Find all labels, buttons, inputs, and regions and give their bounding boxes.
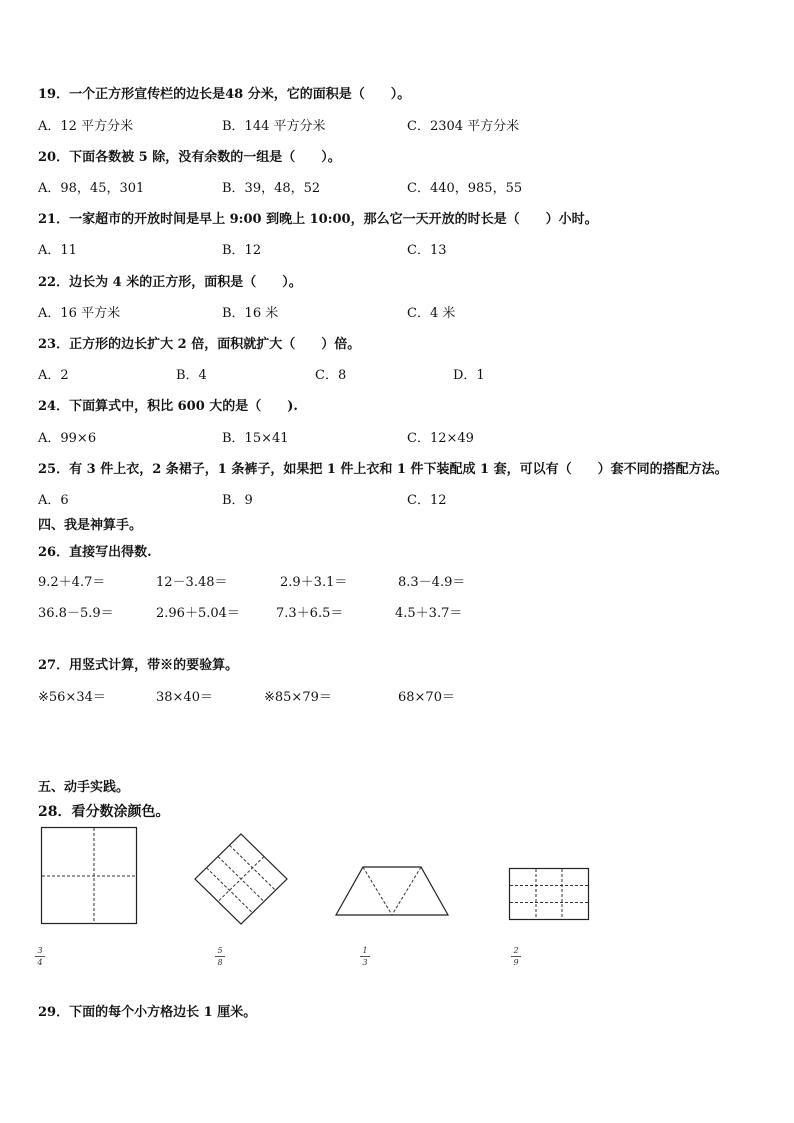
question-22-option-b: B．16 米 (222, 306, 279, 321)
section-5-title: 五、动手实践。 (38, 780, 130, 795)
question-25-stem: 25．有 3 件上衣，2 条裙子，1 条裤子，如果把 1 件上衣和 1 件下装配成 1 套，可以有（ ）套不同的搭配方法。 (38, 462, 728, 477)
question-21-option-a: A．11 (38, 243, 77, 258)
fraction-3-4 (33, 946, 47, 967)
question-26-stem: 26．直接写出得数. (38, 545, 152, 560)
question-19-option-b: B．144 平方分米 (222, 119, 326, 134)
question-25-option-b: B．9 (222, 493, 253, 508)
question-25-option-c: C．12 (407, 493, 447, 508)
fraction-denominator: 9 (513, 958, 519, 967)
fraction-denominator: 4 (37, 958, 43, 967)
calc-26-r1-4: 8.3－4.9＝ (398, 575, 466, 590)
fraction-numerator: 5 (217, 946, 223, 955)
calc-26-r2-2: 2.96＋5.04＝ (156, 606, 240, 621)
question-24-option-b: B．15×41 (222, 431, 289, 446)
trapezoid-thirds-figure (335, 866, 449, 916)
question-25-option-a: A．6 (38, 493, 69, 508)
diamond-eighths-figure (194, 833, 288, 925)
fraction-5-8 (213, 946, 227, 967)
fraction-1-3 (358, 946, 372, 967)
fraction-2-9 (509, 946, 523, 967)
question-20-option-c: C．440，985，55 (407, 181, 523, 196)
question-23-option-c: C．8 (315, 368, 347, 383)
question-19-stem: 19．一个正方形宣传栏的边长是48 分米，它的面积是（ ）。 (38, 87, 411, 102)
calc-26-r1-1: 9.2＋4.7＝ (38, 575, 106, 590)
square-quarters-figure (41, 827, 137, 924)
question-24-option-a: A．99×6 (38, 431, 97, 446)
question-21-option-b: B．12 (222, 243, 262, 258)
calc-26-r2-1: 36.8－5.9＝ (38, 606, 114, 621)
rectangle-ninths-figure (509, 868, 589, 920)
calc-27-1: ※56×34＝ (38, 690, 106, 705)
question-19-option-a: A．12 平方分米 (38, 119, 134, 134)
question-28-stem: 28．看分数涂颜色。 (38, 804, 170, 820)
calc-26-r2-3: 7.3＋6.5＝ (276, 606, 344, 621)
question-22-option-c: C．4 米 (407, 306, 456, 321)
fraction-denominator: 3 (362, 958, 368, 967)
calc-27-3: ※85×79＝ (264, 690, 332, 705)
question-29-stem: 29．下面的每个小方格边长 1 厘米。 (38, 1005, 257, 1020)
calc-26-r2-4: 4.5＋3.7＝ (395, 606, 463, 621)
question-20-option-b: B．39，48，52 (222, 181, 321, 196)
fraction-numerator: 3 (37, 946, 43, 955)
question-21-option-c: C．13 (407, 243, 447, 258)
question-22-option-a: A．16 平方米 (38, 306, 121, 321)
question-24-stem: 24．下面算式中，积比 600 大的是（ ). (38, 399, 298, 414)
question-19-option-c: C．2304 平方分米 (407, 119, 520, 134)
question-27-stem: 27．用竖式计算，带※的要验算。 (38, 658, 239, 673)
calc-27-4: 68×70＝ (398, 690, 455, 705)
fraction-numerator: 1 (362, 946, 368, 955)
question-23-option-a: A．2 (38, 368, 69, 383)
calc-27-2: 38×40＝ (156, 690, 213, 705)
question-23-option-b: B．4 (176, 368, 207, 383)
fraction-numerator: 2 (513, 946, 519, 955)
question-21-stem: 21．一家超市的开放时间是早上 9:00 到晚上 10:00，那么它一天开放的时长是（ ）小时。 (38, 212, 598, 227)
question-24-option-c: C．12×49 (407, 431, 474, 446)
calc-26-r1-2: 12－3.48＝ (156, 575, 228, 590)
question-20-stem: 20．下面各数被 5 除，没有余数的一组是（ ）。 (38, 150, 341, 165)
question-23-option-d: D．1 (453, 368, 485, 383)
fraction-denominator: 8 (217, 958, 223, 967)
section-4-title: 四、我是神算手。 (38, 518, 143, 533)
question-20-option-a: A．98，45，301 (38, 181, 145, 196)
calc-26-r1-3: 2.9＋3.1＝ (280, 575, 348, 590)
question-23-stem: 23．正方形的边长扩大 2 倍，面积就扩大（ ）倍。 (38, 337, 361, 352)
question-22-stem: 22．边长为 4 米的正方形，面积是（ ）。 (38, 275, 302, 290)
